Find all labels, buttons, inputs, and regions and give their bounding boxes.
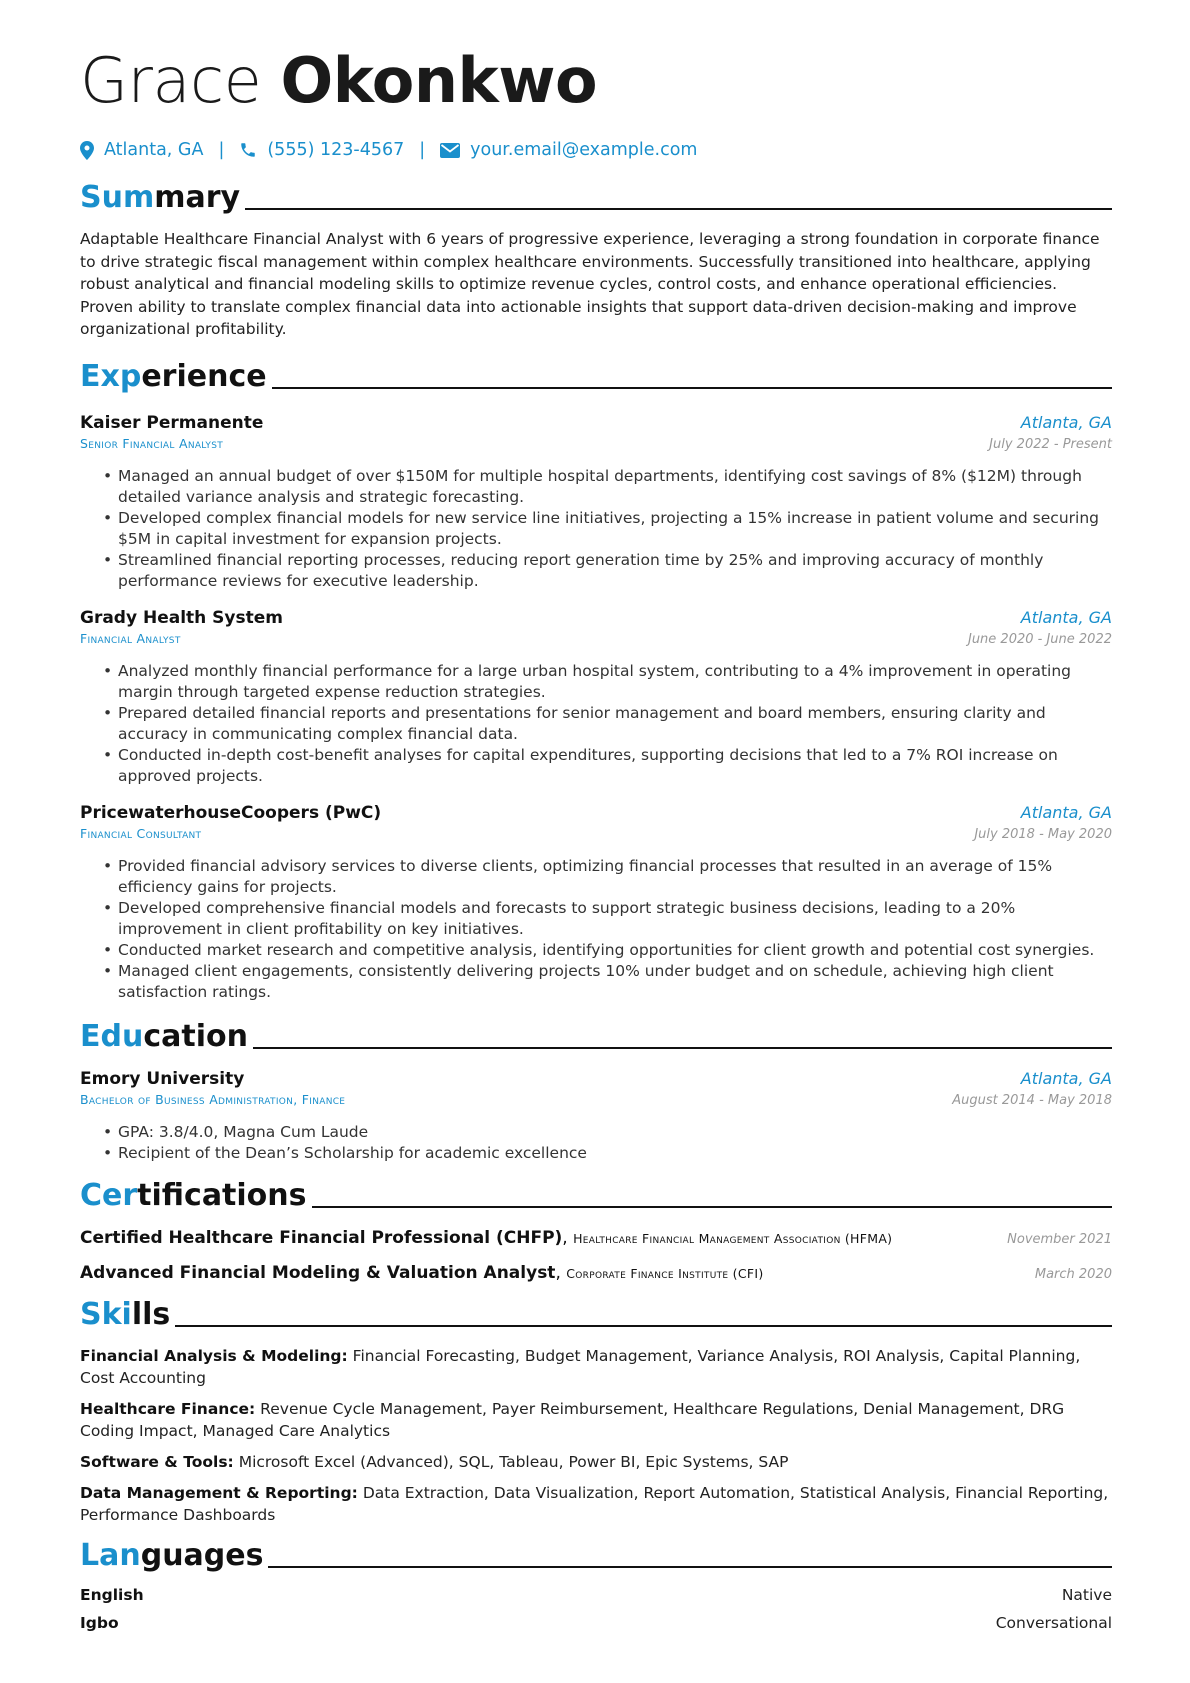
section-rule xyxy=(253,1047,1112,1049)
skill-group xyxy=(80,1451,1112,1473)
certifications-heading xyxy=(80,1174,1112,1214)
section-rule xyxy=(312,1206,1112,1208)
experience-heading xyxy=(80,355,1112,395)
school-location: Atlanta, GA xyxy=(1020,1068,1112,1088)
languages-title-rest: guages xyxy=(140,1537,264,1573)
section-rule xyxy=(268,1566,1112,1568)
skills-title-rest: lls xyxy=(131,1296,171,1332)
certification-name: Advanced Financial Modeling & Valuation Analyst xyxy=(80,1262,556,1283)
certification-issuer: Corporate Finance Institute (CFI) xyxy=(566,1265,764,1281)
job-role: Financial Analyst xyxy=(80,630,181,646)
job-entry xyxy=(80,803,1112,1003)
section-rule xyxy=(272,387,1112,389)
summary-text: Adaptable Healthcare Financial Analyst with 6 years of progressive experience, leveraging a strong foundation in corporate finance to drive strategic fiscal management within complex healthcare environments. Successfully transitioned into healthcare, applying robust analytical and financial modeling skills to optimize revenue cycles, control costs, and enhance operational efficiencies. Proven ability to translate complex financial data into actionable insights that support data-driven decision-making and improve organizational profitability. xyxy=(80,230,1100,338)
bullet-item: • Streamlined financial reporting processes, reducing report generation time by 25% and improving accuracy of monthly performance reviews for executive leadership. xyxy=(118,550,1112,592)
experience-title-accent: Exp xyxy=(80,358,142,394)
certification-issuer: Healthcare Financial Management Association (HFMA) xyxy=(573,1230,893,1246)
job-role: Financial Consultant xyxy=(80,825,202,841)
degree: Bachelor of Business Administration, Finance xyxy=(80,1091,346,1107)
language-level: Native xyxy=(1061,1585,1112,1604)
skill-label: Healthcare Finance: xyxy=(80,1399,256,1418)
bullet-item: • Managed client engagements, consistently delivering projects 10% under budget and on schedule, achieving high client satisfaction ratings. xyxy=(118,961,1112,1003)
contact-location xyxy=(80,140,203,160)
contact-email[interactable] xyxy=(440,140,697,160)
summary-title-rest: mary xyxy=(154,180,241,215)
education-title-rest: cation xyxy=(143,1018,248,1054)
envelope-icon xyxy=(440,143,460,158)
job-dates: July 2018 - May 2020 xyxy=(974,826,1112,842)
bullet-item: • Developed comprehensive financial models and forecasts to support strategic business decisions, leading to a 20% improvement in client profitability on key initiatives. xyxy=(118,898,1112,940)
job-org: Grady Health System xyxy=(80,607,283,628)
bullet-item: • Recipient of the Dean’s Scholarship for academic excellence xyxy=(118,1143,1112,1164)
bullet-item: • Developed complex financial models for new service line initiatives, projecting a 15% increase in patient volume and securing $5M in capital investment for expansion projects. xyxy=(118,508,1112,550)
skill-label: Data Management & Reporting: xyxy=(80,1483,358,1502)
job-bullets xyxy=(80,856,1112,1003)
skill-label: Financial Analysis & Modeling: xyxy=(80,1346,348,1365)
section-rule xyxy=(245,208,1112,210)
language-level: Conversational xyxy=(995,1613,1112,1632)
phone-text: (555) 123-4567 xyxy=(267,140,405,160)
certification-date: November 2021 xyxy=(1007,1231,1112,1247)
job-dates: July 2022 - Present xyxy=(989,436,1112,452)
job-role: Senior Financial Analyst xyxy=(80,435,224,451)
language-row xyxy=(80,1614,1112,1632)
skill-value: Revenue Cycle Management, Payer Reimbursement, Healthcare Regulations, Denial Management, DRG Coding Impact, Managed Care Analytics xyxy=(80,1399,1065,1440)
candidate-name xyxy=(80,44,1112,118)
experience-title-rest: erience xyxy=(141,358,267,394)
bullet-item: • Provided financial advisory services to diverse clients, optimizing financial processes that resulted in an average of 15% efficiency gains for projects. xyxy=(118,856,1112,898)
language-name: English xyxy=(80,1585,144,1604)
skills-title-accent: Ski xyxy=(80,1296,132,1332)
job-bullets xyxy=(80,661,1112,787)
certification-name: Certified Healthcare Financial Professional (CHFP) xyxy=(80,1227,563,1248)
bullet-item: • Conducted market research and competitive analysis, identifying opportunities for client growth and potential cost synergies. xyxy=(118,940,1112,961)
skill-label: Software & Tools: xyxy=(80,1452,234,1471)
education-heading xyxy=(80,1015,1112,1055)
skill-value: Financial Forecasting, Budget Management, Variance Analysis, ROI Analysis, Capital Planning, Cost Accounting xyxy=(80,1346,1081,1387)
language-name: Igbo xyxy=(80,1613,119,1632)
skill-value: Microsoft Excel (Advanced), SQL, Tableau, Power BI, Epic Systems, SAP xyxy=(238,1452,789,1471)
language-row xyxy=(80,1586,1112,1604)
contact-phone[interactable] xyxy=(239,140,404,160)
job-entry xyxy=(80,413,1112,592)
summary-heading xyxy=(80,176,1112,216)
contact-separator: | xyxy=(419,140,426,160)
last-name: Okonkwo xyxy=(280,44,598,117)
languages-heading xyxy=(80,1534,1112,1574)
summary-title-accent: Sum xyxy=(80,180,155,215)
school-name: Emory University xyxy=(80,1068,245,1089)
map-pin-icon xyxy=(80,141,94,160)
skill-value: Data Extraction, Data Visualization, Report Automation, Statistical Analysis, Financial Reporting, Performance Dashboards xyxy=(80,1483,1109,1524)
skill-group xyxy=(80,1482,1112,1526)
email-text: your.email@example.com xyxy=(470,140,698,160)
job-org: PricewaterhouseCoopers (PwC) xyxy=(80,802,382,823)
certifications-title-rest: tifications xyxy=(137,1177,307,1213)
location-text: Atlanta, GA xyxy=(104,140,204,160)
job-location: Atlanta, GA xyxy=(1020,412,1112,432)
job-org: Kaiser Permanente xyxy=(80,412,264,433)
first-name: Grace xyxy=(80,44,262,117)
contact-bar xyxy=(80,136,1112,164)
bullet-item: • Conducted in-depth cost-benefit analyses for capital expenditures, supporting decisions that led to a 7% ROI increase on approved projects. xyxy=(118,745,1112,787)
bullet-item: • GPA: 3.8/4.0, Magna Cum Laude xyxy=(118,1122,1112,1143)
education-entry xyxy=(80,1069,1112,1164)
bullet-item: • Analyzed monthly financial performance for a large urban hospital system, contributing to a 4% improvement in operating margin through targeted expense reduction strategies. xyxy=(118,661,1112,703)
skill-group xyxy=(80,1345,1112,1389)
job-entry xyxy=(80,608,1112,787)
languages-title-accent: Lan xyxy=(80,1537,141,1573)
education-dates: August 2014 - May 2018 xyxy=(952,1092,1112,1108)
certification-date: March 2020 xyxy=(1034,1266,1112,1282)
job-location: Atlanta, GA xyxy=(1020,802,1112,822)
education-title-accent: Edu xyxy=(80,1018,144,1054)
certification-entry: Certified Healthcare Financial Professional (CHFP), Healthcare Financial Management Association (HFMA) November 2021 xyxy=(80,1227,1112,1248)
contact-separator: | xyxy=(218,140,225,160)
education-bullets xyxy=(80,1122,1112,1164)
job-bullets xyxy=(80,466,1112,592)
phone-icon xyxy=(239,141,257,159)
skill-group xyxy=(80,1398,1112,1442)
section-rule xyxy=(175,1325,1112,1327)
certifications-title-accent: Cer xyxy=(80,1177,138,1213)
job-location: Atlanta, GA xyxy=(1020,607,1112,627)
bullet-item: • Managed an annual budget of over $150M for multiple hospital departments, identifying cost savings of 8% ($12M) through detailed variance analysis and strategic forecasting. xyxy=(118,466,1112,508)
job-dates: June 2020 - June 2022 xyxy=(967,631,1112,647)
certification-entry: Advanced Financial Modeling & Valuation Analyst, Corporate Finance Institute (CFI) March 2020 xyxy=(80,1262,1112,1283)
skills-heading xyxy=(80,1293,1112,1333)
bullet-item: • Prepared detailed financial reports and presentations for senior management and board members, ensuring clarity and accuracy in communicating complex financial data. xyxy=(118,703,1112,745)
